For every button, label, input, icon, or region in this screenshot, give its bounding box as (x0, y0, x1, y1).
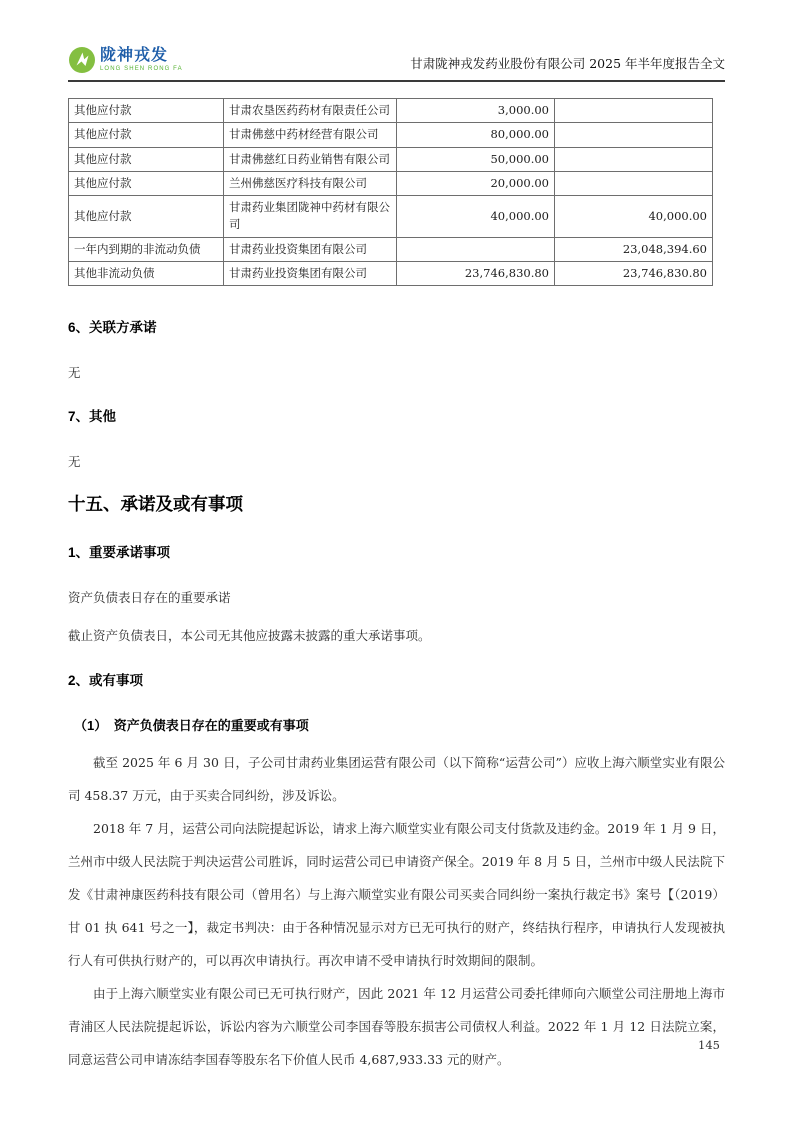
company-logo (68, 46, 183, 74)
table-row (69, 123, 713, 147)
cell-party: 甘肃佛慈红日药业销售有限公司 (224, 147, 397, 171)
paragraph-receivable-lawsuit: 截至 2025 年 6 月 30 日，子公司甘肃药业集团运营有限公司（以下简称“运营公司”）应收上海六顺堂实业有限公司 458.37 万元，由于买卖合同纠纷，涉及诉讼。 (68, 755, 725, 803)
cell-amount-2 (555, 99, 713, 123)
cell-amount-1 (397, 237, 555, 261)
cell-amount-2 (555, 123, 713, 147)
table-row (69, 196, 713, 238)
table-row (69, 147, 713, 171)
cell-amount-1: 23,746,830.80 (397, 261, 555, 285)
cell-item: 其他应付款 (69, 99, 224, 123)
logo-text (100, 48, 183, 72)
cell-item: 其他应付款 (69, 171, 224, 195)
cell-amount-2 (555, 147, 713, 171)
cell-amount-1: 20,000.00 (397, 171, 555, 195)
cell-amount-1: 50,000.00 (397, 147, 555, 171)
cell-item: 一年内到期的非流动负债 (69, 237, 224, 261)
page-content (68, 316, 725, 1076)
cell-amount-2: 40,000.00 (555, 196, 713, 238)
paragraph-2021-shareholder-lawsuit: 由于上海六顺堂实业有限公司已无可执行财产，因此 2021 年 12 月运营公司委托律师向六顺堂公司注册地上海市青浦区人民法院提起诉讼，诉讼内容为六顺堂公司李国春等股东损害公司债权人利益。2022 年 1 月 12 日法院立案，同意运营公司申请冻结李国春等股东名下价值人民币 4,687,933.33 元的财产。 (68, 986, 725, 1067)
cell-amount-2: 23,048,394.60 (555, 237, 713, 261)
page-header (68, 0, 725, 82)
table-row (69, 237, 713, 261)
cell-party: 甘肃药业投资集团有限公司 (224, 237, 397, 261)
cell-party: 甘肃药业集团陇神中药材有限公司 (224, 196, 397, 238)
cell-party: 兰州佛慈医疗科技有限公司 (224, 171, 397, 195)
logo-bird-icon (68, 46, 96, 74)
heading-important-commitments: 1、重要承诺事项 (68, 545, 171, 560)
table-row (69, 261, 713, 285)
heading-15-commitments-contingencies: 十五、承诺及或有事项 (68, 494, 243, 514)
logo-en-text: LONG SHEN RONG FA (100, 66, 183, 72)
text-none-2: 无 (68, 454, 81, 469)
text-no-undisclosed-commitments: 截止资产负债表日，本公司无其他应披露未披露的重大承诺事项。 (68, 628, 431, 643)
paragraph-2018-lawsuit-ruling: 2018 年 7 月，运营公司向法院提起诉讼，请求上海六顺堂实业有限公司支付货款及违约金。2019 年 1 月 9 日，兰州市中级人民法院于判决运营公司胜诉，同时运营公司已申请资产保全。2019 年 8 月 5 日，兰州市中级人民法院下发《甘肃神康医药科技有限公司（曾用名）与上海六顺堂实业有限公司买卖合同纠纷一案执行裁定书》案号【（2019）甘 01 执 641 号之一】，裁定书判决：由于各种情况显示对方已无可执行的财产，终结执行程序，申请执行人发现被执行人有可供执行财产的，可以再次申请执行。再次申请不受申请执行时效期间的限制。 (68, 821, 725, 968)
cell-item: 其他应付款 (69, 147, 224, 171)
cell-party: 甘肃佛慈中药材经营有限公司 (224, 123, 397, 147)
cell-amount-1: 40,000.00 (397, 196, 555, 238)
related-party-payables-table (68, 98, 713, 286)
cell-amount-1: 80,000.00 (397, 123, 555, 147)
heading-contingencies: 2、或有事项 (68, 673, 144, 688)
logo-cn-text: 陇神戎发 (100, 47, 169, 64)
text-balance-sheet-commitments: 资产负债表日存在的重要承诺 (68, 590, 231, 605)
report-header-title: 甘肃陇神戎发药业股份有限公司 2025 年半年度报告全文 (410, 56, 725, 71)
heading-contingencies-item-1: （1） 资产负债表日存在的重要或有事项 (74, 718, 309, 733)
page-number: 145 (698, 1038, 720, 1052)
cell-item: 其他应付款 (69, 196, 224, 238)
cell-amount-2: 23,746,830.80 (555, 261, 713, 285)
table-row (69, 171, 713, 195)
cell-party: 甘肃药业投资集团有限公司 (224, 261, 397, 285)
text-none-1: 无 (68, 365, 81, 380)
cell-amount-2 (555, 171, 713, 195)
cell-item: 其他应付款 (69, 123, 224, 147)
cell-amount-1: 3,000.00 (397, 99, 555, 123)
table-row (69, 99, 713, 123)
heading-7-other: 7、其他 (68, 409, 117, 424)
cell-party: 甘肃农垦医药药材有限责任公司 (224, 99, 397, 123)
heading-6-related-party-commitments: 6、关联方承诺 (68, 320, 157, 335)
cell-item: 其他非流动负债 (69, 261, 224, 285)
